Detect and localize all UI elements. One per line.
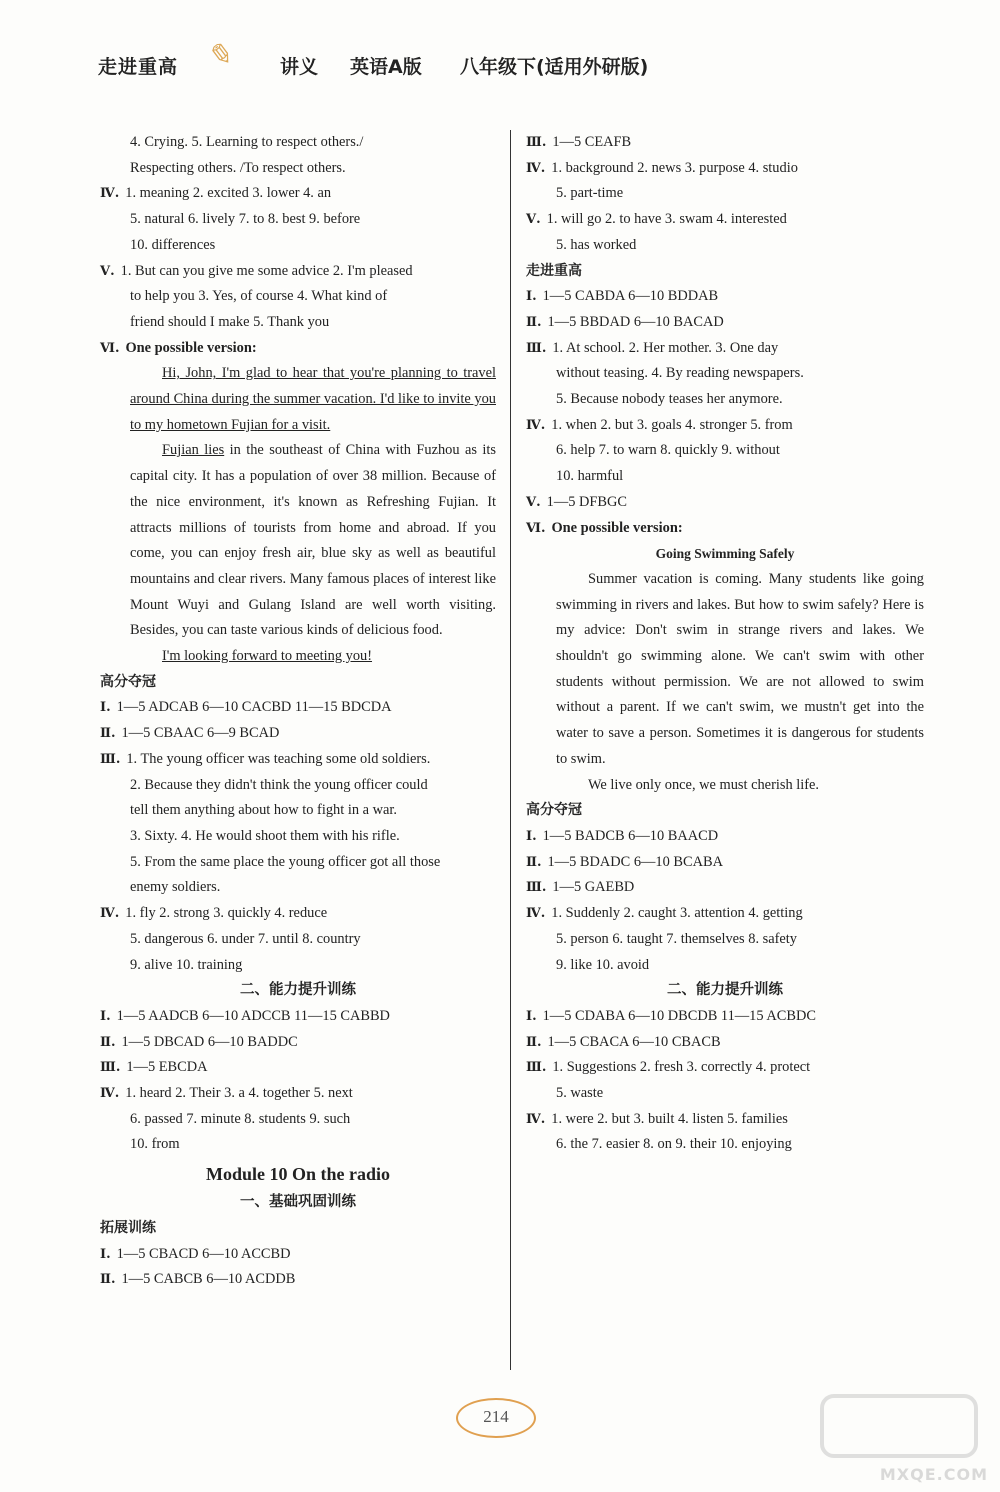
answer-text: 1—5 DFBGC [546, 493, 627, 510]
essay-paragraph [130, 438, 496, 644]
answer-line: 10. differences [130, 236, 216, 253]
answer-line: 6. the 7. easier 8. on 9. their 10. enjoying [556, 1136, 792, 1153]
module-title: Module 10 On the radio [205, 1164, 390, 1185]
roman-numeral: Ⅲ. [100, 1060, 121, 1076]
column-divider [510, 130, 511, 1370]
roman-numeral: Ⅳ. [526, 417, 546, 433]
answer-line [526, 1107, 924, 1133]
page-number [456, 1398, 536, 1438]
answer-line [526, 875, 924, 901]
roman-numeral: Ⅳ. [100, 186, 120, 202]
section-heading: 走进重高 [526, 262, 582, 279]
answer-text: 1. background 2. news 3. purpose 4. studio [551, 159, 798, 176]
header-logo-icon: ✎ [206, 38, 232, 73]
answer-text: 1—5 CBACA 6—10 CBACB [547, 1033, 721, 1050]
header-grade: 八年级下(适用外研版) [460, 56, 649, 78]
roman-numeral: Ⅵ. [526, 520, 546, 536]
answer-text: 1—5 CABCB 6—10 ACDDB [121, 1271, 296, 1288]
section-heading: 一、基础巩固训练 [240, 1194, 356, 1211]
section-heading: 拓展训练 [100, 1219, 156, 1236]
answer-text: 1. But can you give me some advice 2. I'm pleased [120, 262, 413, 279]
roman-numeral: Ⅱ. [526, 854, 542, 870]
answer-line: 5. From the same place the young officer got all those [130, 853, 441, 870]
essay-fujian [100, 361, 496, 669]
answer-line [526, 156, 924, 182]
roman-numeral: Ⅱ. [100, 1034, 116, 1050]
answer-text: 1—5 AADCB 6—10 ADCCB 11—15 CABBD [116, 1007, 390, 1024]
answer-line [100, 336, 496, 362]
answer-text: 1—5 BADCB 6—10 BAACD [542, 827, 719, 844]
page-number-text: 214 [483, 1407, 509, 1426]
essay-paragraph: Hi, John, I'm glad to hear that you're planning to travel around China during the summer vacation. I'd like to invite you to my hometown Fujian for a visit. [130, 365, 496, 433]
header-series: 讲义 [280, 56, 319, 78]
roman-numeral: Ⅴ. [526, 494, 541, 510]
answer-line [526, 1004, 924, 1030]
answer-line: 2. Because they didn't think the young officer could [130, 776, 428, 793]
answer-text: 1—5 ADCAB 6—10 CACBD 11—15 BDCDA [116, 699, 392, 716]
answer-text: 1. Suddenly 2. caught 3. attention 4. getting [551, 905, 803, 922]
answer-line: 9. like 10. avoid [556, 956, 650, 973]
roman-numeral: Ⅰ. [100, 700, 111, 716]
answer-line: 10. from [130, 1136, 180, 1153]
roman-numeral: Ⅱ. [100, 1272, 116, 1288]
roman-numeral: Ⅴ. [526, 212, 541, 228]
answer-line [100, 721, 496, 747]
answer-text: 1—5 CEAFB [552, 134, 632, 150]
answer-line [526, 850, 924, 876]
answer-line: 9. alive 10. training [130, 956, 243, 973]
section-heading: 二、能力提升训练 [667, 982, 783, 999]
answer-text: 1—5 BDADC 6—10 BCABA [547, 853, 723, 870]
answer-line [100, 1267, 496, 1293]
answer-line: 5. Because nobody teases her anymore. [556, 391, 783, 408]
answer-line [526, 336, 924, 362]
answer-text: 1. were 2. but 3. built 4. listen 5. families [551, 1110, 788, 1127]
answer-text: 1. will go 2. to have 3. swam 4. interested [546, 211, 787, 228]
answer-line: 5. natural 6. lively 7. to 8. best 9. before [130, 211, 361, 228]
answer-line: 5. dangerous 6. under 7. until 8. country [130, 930, 361, 947]
answer-text: 1. heard 2. Their 3. a 4. together 5. next [125, 1085, 353, 1102]
answer-line [100, 695, 496, 721]
answer-line: 4. Crying. 5. Learning to respect others./ [130, 134, 364, 150]
answer-line [526, 130, 924, 156]
version-heading: One possible version: [551, 519, 683, 536]
answer-line: 5. part-time [556, 185, 624, 202]
answer-line [526, 490, 924, 516]
answer-line: 3. Sixty. 4. He would shoot them with his rifle. [130, 827, 400, 844]
essay-paragraph: Summer vacation is coming. Many students like going swimming in rivers and lakes. But how to swim safely? Here is my advice: Don't swim in strange rivers and lakes. We shouldn't go swimming alone. We can't swim with other students without permission. We are not allowed to swim without a parent. If we can't swim, we mustn't get into the water to save a person. Sometimes it is dangerous for students to swim. [556, 570, 924, 767]
roman-numeral: Ⅰ. [526, 828, 537, 844]
roman-numeral: Ⅰ. [526, 1008, 537, 1024]
watermark [808, 1384, 988, 1484]
roman-numeral: Ⅳ. [100, 906, 120, 922]
roman-numeral: Ⅱ. [526, 314, 542, 330]
roman-numeral: Ⅳ. [526, 906, 546, 922]
essay-underline: I'm looking forward to meeting you! [162, 648, 373, 665]
header-subject: 英语A版 [350, 56, 422, 78]
answer-line [100, 1030, 496, 1056]
answer-line [526, 901, 924, 927]
essay-text: in the southeast of China with Fuzhou as its capital city. It has a population of over 38 million. Because of the nice environment, it's known as Refreshing Fujian. It attracts millions of tourists from home and abroad. If you come, you can enjoy fresh air, blue sky as well as beautiful mountains and clear rivers. Many famous places of interest like Mount Wuyi and Gulang Island are well worth visiting. Besides, you can taste various kinds of delicious food. [130, 442, 496, 639]
essay-paragraph [130, 644, 496, 670]
watermark-text: MXQE.COM [879, 1465, 988, 1484]
answer-line: Respecting others. /To respect others. [130, 159, 346, 176]
roman-numeral: Ⅰ. [100, 1008, 111, 1024]
answer-line [100, 901, 496, 927]
answer-text: 1. fly 2. strong 3. quickly 4. reduce [125, 905, 328, 922]
answer-text: 1—5 CDABA 6—10 DBCDB 11—15 ACBDC [542, 1007, 816, 1024]
roman-numeral: Ⅲ. [526, 1060, 547, 1076]
answer-text: 1—5 EBCDA [126, 1059, 208, 1076]
roman-numeral: Ⅳ. [526, 1111, 546, 1127]
answer-line: 5. has worked [556, 236, 637, 253]
answer-line: tell them anything about how to fight in a war. [130, 802, 397, 819]
roman-numeral: Ⅲ. [526, 340, 547, 356]
answer-line: 6. help 7. to warn 8. quickly 9. without [556, 442, 780, 459]
answer-line: 10. harmful [556, 468, 624, 485]
roman-numeral: Ⅱ. [100, 726, 116, 742]
left-column [100, 130, 496, 1293]
essay-paragraph: We live only once, we must cherish life. [588, 776, 820, 793]
answer-line: 5. person 6. taught 7. themselves 8. safety [556, 930, 797, 947]
header-brand: 走进重高 [98, 56, 179, 78]
roman-numeral: Ⅵ. [100, 340, 120, 356]
answer-line [526, 1030, 924, 1056]
roman-numeral: Ⅰ. [526, 289, 537, 305]
answer-text: 1. when 2. but 3. goals 4. stronger 5. from [551, 416, 793, 433]
section-heading: 高分夺冠 [526, 802, 582, 819]
watermark-logo-icon [820, 1394, 978, 1458]
roman-numeral: Ⅴ. [100, 263, 115, 279]
roman-numeral: Ⅳ. [100, 1086, 120, 1102]
answer-line [100, 1081, 496, 1107]
answer-text: 1. The young officer was teaching some old soldiers. [126, 750, 431, 767]
answer-line [526, 284, 924, 310]
answer-text: 1. meaning 2. excited 3. lower 4. an [125, 185, 332, 202]
section-heading: 高分夺冠 [100, 673, 156, 690]
answer-line [526, 1055, 924, 1081]
answer-line: friend should I make 5. Thank you [130, 313, 330, 330]
answer-line: 6. passed 7. minute 8. students 9. such [130, 1110, 351, 1127]
answer-text: 1—5 DBCAD 6—10 BADDC [121, 1033, 298, 1050]
roman-numeral: Ⅲ. [100, 751, 121, 767]
essay-underline: Fujian lies [162, 442, 225, 459]
answer-line [526, 824, 924, 850]
page-header [98, 38, 718, 92]
answer-text: 1—5 CBACD 6—10 ACCBD [116, 1245, 291, 1262]
answer-line [100, 181, 496, 207]
answer-line [100, 1242, 496, 1268]
answer-text: 1—5 CABDA 6—10 BDDAB [542, 288, 719, 305]
roman-numeral: Ⅲ. [526, 880, 547, 896]
answer-text: 1—5 BBDAD 6—10 BACAD [547, 313, 724, 330]
answer-text: 1—5 CBAAC 6—9 BCAD [121, 725, 280, 742]
essay-title: Going Swimming Safely [655, 546, 795, 562]
answer-line [526, 207, 924, 233]
answer-line: 5. waste [556, 1085, 604, 1102]
answer-line: without teasing. 4. By reading newspapers. [556, 365, 804, 382]
answer-line [100, 747, 496, 773]
answer-line [100, 1004, 496, 1030]
answer-line [526, 516, 924, 542]
section-heading: 二、能力提升训练 [240, 982, 356, 999]
answer-line [526, 413, 924, 439]
roman-numeral: Ⅱ. [526, 1034, 542, 1050]
answer-text: 1—5 GAEBD [552, 879, 635, 896]
essay-swimming [526, 567, 924, 798]
answer-line: enemy soldiers. [130, 879, 221, 896]
roman-numeral: Ⅳ. [526, 160, 546, 176]
answer-text: 1. At school. 2. Her mother. 3. One day [552, 339, 779, 356]
answer-text: 1. Suggestions 2. fresh 3. correctly 4. protect [552, 1059, 811, 1076]
answer-line [100, 1055, 496, 1081]
version-heading: One possible version: [125, 339, 257, 356]
roman-numeral: Ⅰ. [100, 1246, 111, 1262]
right-column [526, 130, 924, 1158]
answer-line [526, 310, 924, 336]
roman-numeral: Ⅲ. [526, 135, 547, 150]
answer-line [100, 259, 496, 285]
answer-line: to help you 3. Yes, of course 4. What kind of [130, 288, 388, 305]
